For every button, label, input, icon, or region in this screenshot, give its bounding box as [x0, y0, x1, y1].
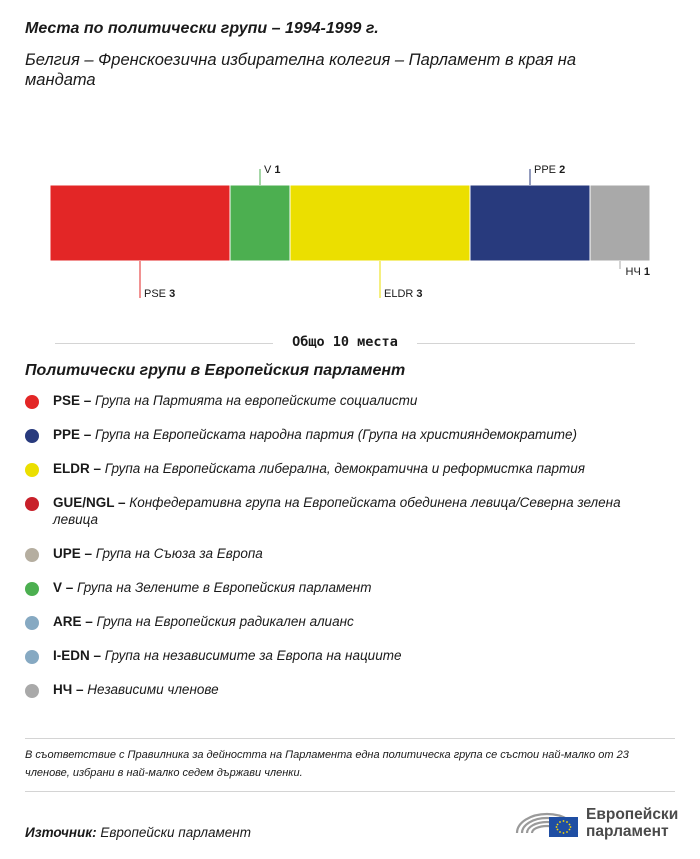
parliament-emblem-icon [513, 800, 583, 840]
legend-dot-icon [25, 548, 39, 562]
legend-dot-icon [25, 616, 39, 630]
legend-abbr: V [53, 580, 63, 595]
legend-dot-icon [25, 650, 39, 664]
bar-segment-V [230, 185, 290, 261]
legend [25, 392, 665, 715]
legend-separator: – [89, 461, 105, 476]
footnote: В съответствие с Правилника за дейността на Парламента една политическа група се състои най-малко от 23 членове, избрани в най-малко седем държави членки. [25, 749, 629, 779]
segment-label-НЧ: НЧ 1 [625, 265, 650, 278]
bar-segment-ELDR [290, 185, 470, 261]
source-label: Източник: [25, 825, 97, 840]
divider [25, 738, 675, 739]
legend-dot-icon [25, 684, 39, 698]
legend-item [25, 545, 665, 579]
legend-abbr: НЧ [53, 682, 73, 697]
legend-desc: Група на Партията на европейските социалисти [95, 393, 418, 408]
legend-separator: – [114, 495, 130, 510]
bar-segment-PSE [50, 185, 230, 261]
legend-item [25, 494, 665, 545]
legend-abbr: ARE [53, 614, 82, 629]
legend-item [25, 681, 665, 715]
chart-title: Места по политически групи – 1994-1999 г. [25, 20, 379, 37]
legend-desc: Група на Зелените в Европейския парламент [77, 580, 372, 595]
legend-item [25, 579, 665, 613]
legend-abbr: PPE [53, 427, 81, 442]
legend-separator: – [89, 648, 105, 663]
segment-label-PPE: PPE 2 [534, 163, 566, 176]
legend-separator: – [80, 546, 96, 561]
legend-desc: Група на Европейската либерална, демократична и реформистка партия [104, 461, 585, 476]
legend-dot-icon [25, 582, 39, 596]
legend-item [25, 647, 665, 681]
legend-separator: – [72, 682, 88, 697]
legend-item [25, 426, 665, 460]
legend-dot-icon [25, 463, 39, 477]
legend-separator: – [80, 427, 96, 442]
segment-label-PSE: PSE 3 [144, 287, 176, 300]
legend-dot-icon [25, 395, 39, 409]
legend-item [25, 460, 665, 494]
legend-desc: Независими членове [87, 682, 219, 697]
segment-label-V: V 1 [264, 163, 281, 176]
legend-desc: Група на Европейската народна партия (Група на християндемократите) [95, 427, 578, 442]
legend-abbr: I-EDN [53, 648, 90, 663]
legend-abbr: ELDR [53, 461, 90, 476]
segment-label-ELDR: ELDR 3 [384, 287, 423, 300]
legend-desc: Група на Съюза за Европа [95, 546, 263, 561]
legend-abbr: UPE [53, 546, 81, 561]
source-value: Европейски парламент [100, 825, 251, 840]
european-parliament-logo [513, 800, 683, 840]
legend-dot-icon [25, 429, 39, 443]
logo-text [586, 806, 678, 840]
legend-item [25, 392, 665, 426]
total-label: Общо 10 места [292, 334, 398, 350]
legend-desc: Конфедеративна група на Европейската обединена левица/Северна зелена левица [53, 495, 621, 527]
bar-segment-PPE [470, 185, 590, 261]
divider [25, 791, 675, 792]
legend-desc: Група на независимите за Европа на нациите [104, 648, 402, 663]
legend-abbr: GUE/NGL [53, 495, 115, 510]
bar-segment-НЧ [590, 185, 650, 261]
legend-item [25, 613, 665, 647]
legend-separator: – [80, 393, 96, 408]
legend-desc: Група на Европейския радикален алианс [96, 614, 354, 629]
logo-line2: парламент [586, 823, 669, 840]
logo-line1: Европейски [586, 806, 679, 823]
legend-separator: – [81, 614, 97, 629]
total-seats [55, 330, 635, 356]
chart-subtitle: Белгия – Френскоезична избирателна колегия – Парламент в края на мандата [25, 51, 577, 89]
legend-dot-icon [25, 497, 39, 511]
total-divider-right [417, 343, 635, 344]
legend-abbr: PSE [53, 393, 81, 408]
legend-title: Политически групи в Европейския парламент [25, 362, 406, 379]
stacked-bar-chart [0, 150, 700, 310]
legend-separator: – [62, 580, 78, 595]
source [25, 825, 251, 840]
